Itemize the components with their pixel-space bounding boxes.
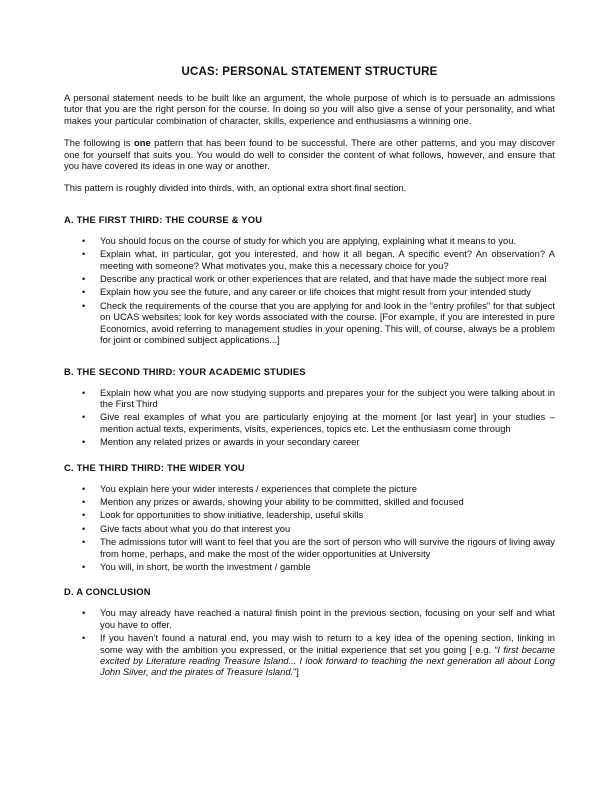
- list-item: • Give real examples of what you are particularly enjoying at the moment [or last year] in your studies – mention actual texts, experiments, visits, experiences, topics etc. Let the enthusiasm come through: [64, 411, 555, 434]
- intro-text-before: The following is: [64, 137, 134, 149]
- list-item: • Mention any prizes or awards, showing your ability to be committed, skilled and focused: [64, 496, 555, 507]
- list-item: • Give facts about what you do that interest you: [64, 523, 555, 534]
- list-item: • Check the requirements of the course that you are applying for and look in the “entry profiles” for that subject on UCAS websites; look for key words associated with the course. [For example, if you are interested in pure Economics, avoid referring to management studies in your opening. This will, of course, always be a problem for joint or combined subject applications...]: [64, 300, 555, 346]
- list-item: • You should focus on the course of study for which you are applying, explaining what it means to you.: [64, 235, 555, 246]
- section-b-heading: B. THE SECOND THIRD: YOUR ACADEMIC STUDIES: [64, 365, 306, 377]
- list-item: • Describe any practical work or other experiences that are related, and that have made the subject more real: [64, 273, 555, 284]
- section-c-heading: C. THE THIRD THIRD: THE WIDER YOU: [64, 461, 245, 473]
- list-item: • Explain what, in particular, got you interested, and how it all began. A specific event? An observation? A meeting with someone? What motivates you, make this a necessary choice for you?: [64, 248, 555, 271]
- section-d-list: [64, 607, 555, 677]
- conclusion-example-quote: “I first became excited by Literature reading Treasure Island... I look forward to teaching the next generation all about Long John Silver, and the pirates of Treasure Island.: [100, 643, 555, 678]
- conclusion-text-before: If you haven’t found a natural end, you may wish to return to a key idea of the opening section, linking in some way with the ambition you expressed, or the initial experience that set you going [ e.g.: [100, 632, 555, 655]
- intro-paragraph-1: A personal statement needs to be built like an argument, the whole purpose of which is to persuade an admissions tutor that you are the right person for the course. In doing so you will also give a sense of your personality, and what makes your particular combination of character, skills, experience and enthusiasms a winning one.: [64, 92, 555, 126]
- emphasis-one: one: [133, 137, 151, 149]
- list-item: • You explain here your wider interests / experiences that complete the picture: [64, 483, 555, 494]
- conclusion-text-after: ”]: [293, 666, 299, 678]
- section-a-heading: A. THE FIRST THIRD: THE COURSE & YOU: [64, 213, 263, 225]
- list-item: • Explain how you see the future, and any career or life choices that might result from your intended study: [64, 286, 555, 297]
- list-item: [64, 632, 555, 678]
- intro-paragraph-3: This pattern is roughly divided into thirds, with, an optional extra short final section.: [64, 182, 407, 194]
- section-c-list: [64, 483, 555, 573]
- intro-text-after: pattern that has been found to be successful. There are other patterns, and you may discover one for yourself that suits you. You would do well to consider the content of what follows, however, and ensure that you have covered its ideas in one way or another.: [64, 137, 555, 172]
- section-a-list: [64, 235, 555, 346]
- intro-paragraph-2: [64, 137, 555, 171]
- page-title: UCAS: PERSONAL STATEMENT STRUCTURE: [181, 66, 438, 78]
- list-item: • You may already have reached a natural finish point in the previous section, focusing on your self and what you have to offer.: [64, 607, 555, 630]
- list-item: • Mention any related prizes or awards in your secondary career: [64, 436, 555, 447]
- list-item: • Explain how what you are now studying supports and prepares your for the subject you were talking about in the First Third: [64, 387, 555, 410]
- list-item: • Look for opportunities to show initiative, leadership, useful skills: [64, 509, 555, 520]
- section-d-heading: D. A CONCLUSION: [64, 586, 151, 598]
- section-b-list: [64, 387, 555, 448]
- list-item: • The admissions tutor will want to feel that you are the sort of person who will survive the rigours of living away from home, perhaps, and make the most of the wider opportunities at University: [64, 536, 555, 559]
- list-item: • You will, in short, be worth the investment / gamble: [64, 561, 555, 572]
